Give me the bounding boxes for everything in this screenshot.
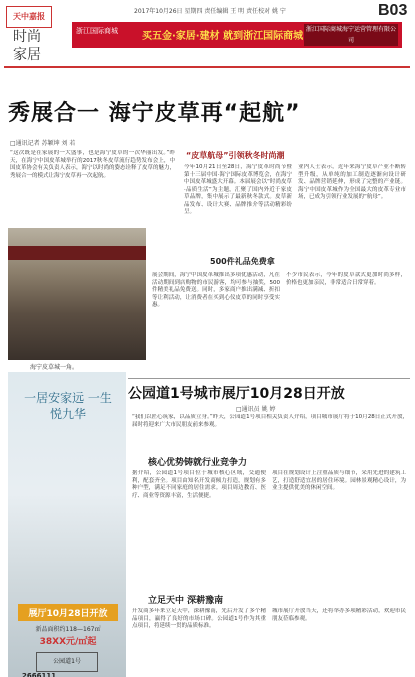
- ad-price: 38XX元/㎡起: [39, 637, 97, 647]
- article-column: 今年10月21日至28日，海宁皮革时尚节暨第十三届中国·海宁国际皮革博览会，在海宁中国皮革城盛大开幕。本届展会以“时尚皮草·品质生活”为主题，汇聚了国内外近千家皮草品牌，集中展示了最新秋冬款式。皮草新品发布、设计大赛、品牌推介等活动精彩纷呈。: [184, 164, 292, 215]
- masthead-divider: [4, 66, 410, 68]
- section-title-line1: 时尚: [13, 29, 41, 45]
- page-number: B03: [378, 2, 408, 19]
- banner-ad-tag: 浙江国际商城海宁运营管理有限公司: [305, 26, 396, 44]
- article2-headline: 公园道1号城市展厅10月28日开放: [128, 386, 345, 402]
- section-title: [8, 28, 46, 64]
- article2-byline: □通讯员 姚 婷: [236, 406, 276, 413]
- article2-column: 项目在规划设计上注重品质与细节，采用先进的建筑工艺，打造舒适宜居的居住环境。园林景观精心设计，为业主提供优美的休闲空间。: [272, 470, 406, 491]
- article2-column: 据介绍，公园道1号项目位于城市核心区域，交通便利，配套齐全。项目由知名开发商倾力打造，规划有多种户型，满足不同家庭的居住需求。项目周边教育、医疗、商业等资源丰富，生活便捷。: [132, 470, 266, 499]
- article-intro: “这次既是在家展的一大盛事，也是海宁皮草的一次华丽出发。”昨天，在海宁中国皮革城举行的2017秋冬皮草流行趋势发布会上，中国皮革协会有关负责人表示，海宁以时尚的姿态诠释了皮草的魅力，秀展合一的模式让海宁皮草再一次起航。: [10, 150, 175, 179]
- article-column: 展会期间，海宁中国皮革城推出多项优惠活动，凡在活动期间到店购物的市民游客，均可参与抽奖，500件精美礼品免费送。同时，多家商户推出满减、折扣等让利活动，让消费者在买到心仪皮草的同时享受实惠。: [152, 272, 280, 308]
- ad-area: 新品面积约118—167㎡: [35, 626, 101, 633]
- top-banner-ad[interactable]: [72, 22, 402, 48]
- ad-phone: 2666111: [22, 672, 57, 677]
- banner-ad-logo: 浙江国际商城: [76, 27, 118, 35]
- article2-intro: “我们以匠心筑家，以品质立身。”昨天，公园道1号项目相关负责人介绍，项目城市展厅将于10月28日正式开放，届时将迎来广大市民朋友前来参观。: [132, 414, 408, 428]
- newspaper-logo: 天中嘉报: [6, 6, 52, 28]
- article-column: 业内人士表示，近年来海宁皮草产业不断转型升级，从单纯的加工制造逐渐向设计研发、品牌营销延伸，形成了完整的产业链。海宁中国皮革城作为全国最大的皮革专业市场，已成为引领行业发展的“航母”。: [298, 164, 406, 200]
- article-photo: [8, 228, 146, 360]
- ad-date: 展厅10月28日开放: [18, 604, 118, 621]
- ad-brand: 公园道1号: [36, 652, 98, 672]
- real-estate-ad[interactable]: [8, 372, 126, 677]
- article-byline: □通讯记者 苏颖坤 刘 若: [10, 140, 76, 147]
- article-headline: 秀展合一 海宁皮草再“起航”: [8, 101, 301, 126]
- article-column: 不少市民表示，今年的皮草款式更加时尚多样，价格也更加亲民，非常适合日常穿着。: [286, 272, 406, 286]
- article-subhead: “皮草航母”引领秋冬时尚潮: [186, 151, 285, 160]
- article2-column: 城市展厅开放当天，还将举办多项精彩活动，欢迎市民朋友莅临参观。: [272, 608, 406, 622]
- photo-caption: 海宁皮草城一角。: [30, 364, 79, 371]
- article-subhead: 500件礼品免费拿: [210, 257, 275, 266]
- article2-subhead: 立足天中 深耕豫南: [148, 596, 224, 606]
- article2-subhead: 核心优势铸就行业竞争力: [148, 458, 248, 468]
- banner-ad-text: 买五金·家居·建材 就到浙江国际商城: [142, 31, 304, 42]
- section-divider: [128, 378, 410, 379]
- ad-slogan: 一居安家远 一生悦九华: [24, 391, 112, 421]
- section-title-line2: 家居: [13, 47, 41, 63]
- article2-column: 开发商多年来立足天中，深耕豫南，先后开发了多个精品项目，赢得了良好的市场口碑。公园道1号作为其重点项目，将延续一贯的品质标准。: [132, 608, 266, 629]
- masthead-info: 2017年10月26日 星期四 责任编辑 王 明 责任校对 姚 宁: [134, 8, 286, 15]
